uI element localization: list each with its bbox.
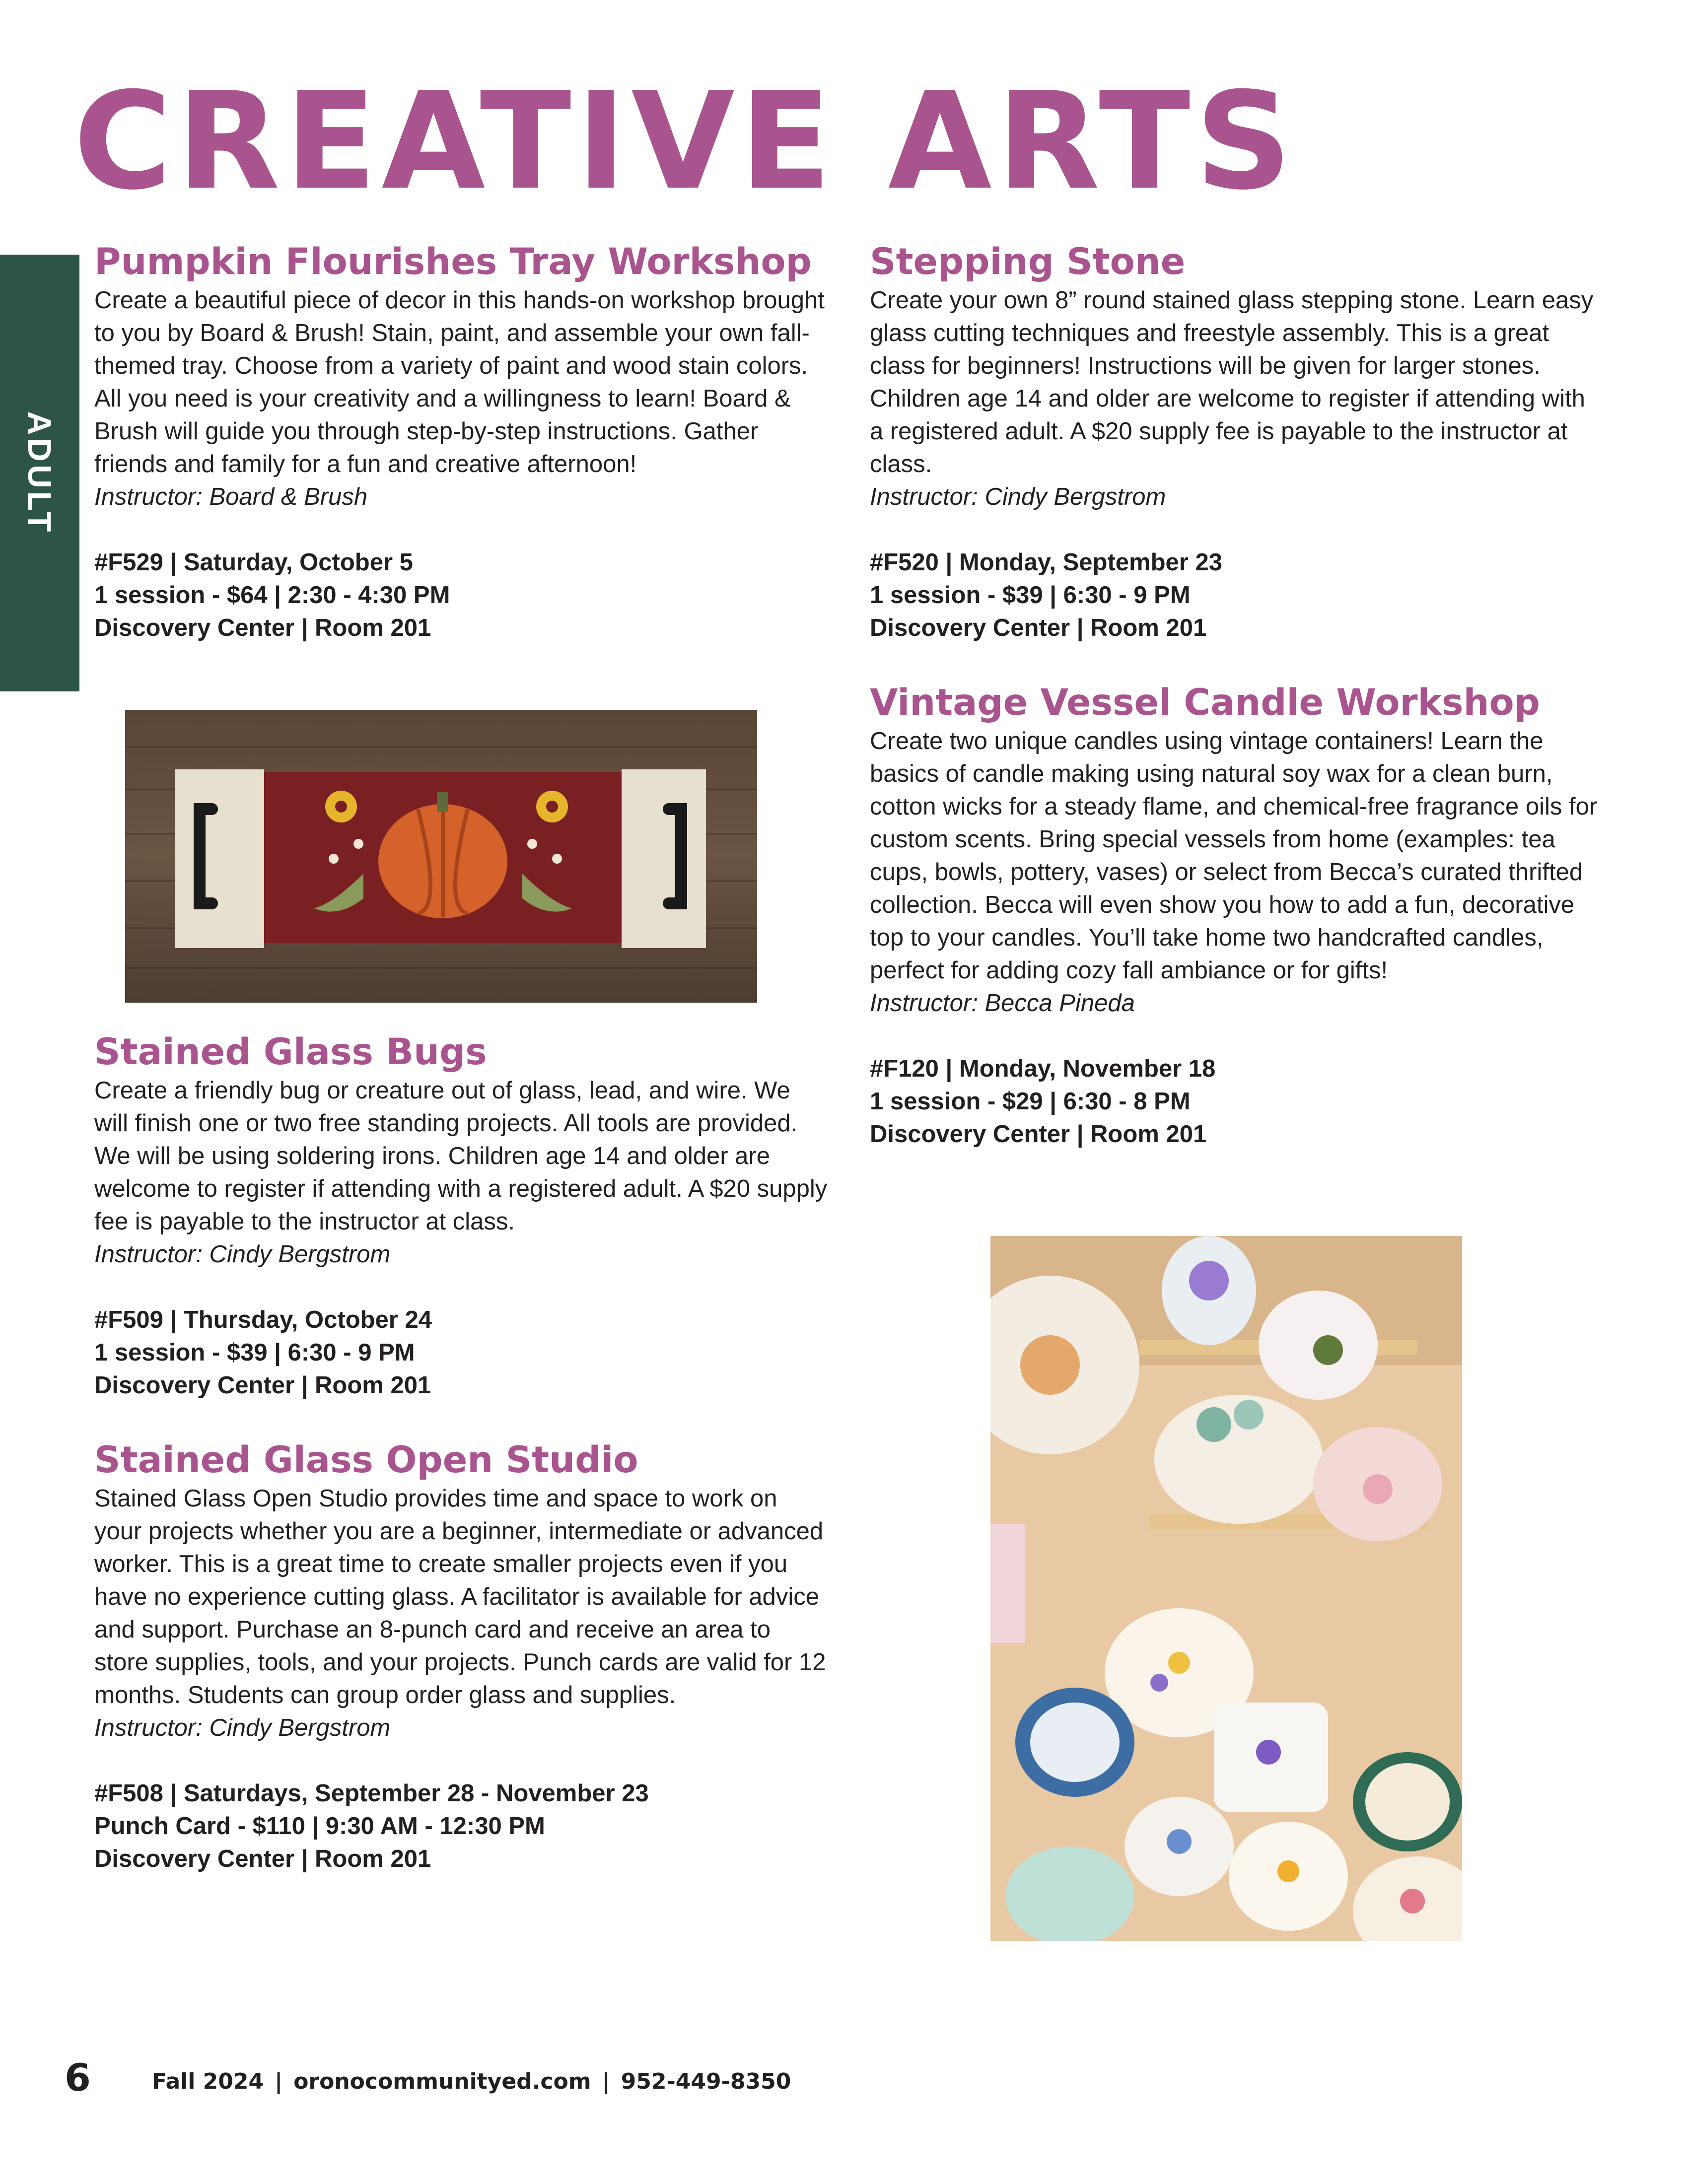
course-meta bbox=[870, 1052, 1605, 1151]
course-location: Discovery Center | Room 201 bbox=[94, 614, 431, 641]
course-session-price: 1 session - $39 | 6:30 - 9 PM bbox=[94, 1339, 415, 1366]
course-description: Create a friendly bug or creature out of glass, lead, and wire. We will finish one or two free standing projects. All tools are provided. We will be using soldering irons. Children age 14 and older are welcome to register if attending with a registered adult. A $20 supply fee is payable to the instructor at class. bbox=[94, 1077, 828, 1235]
footer-separator: | bbox=[275, 2069, 283, 2094]
course-stepping-stone bbox=[870, 242, 1605, 644]
course-description: Create your own 8” round stained glass stepping stone. Learn easy glass cutting techniques and freestyle assembly. This is a great class for beginners! Instructions will be given for larger stones. Children age 14 and older are welcome to register if attending with a registered adult. A $20 supply fee is payable to the instructor at class. bbox=[870, 287, 1594, 478]
course-code-date: #F520 | Monday, September 23 bbox=[870, 549, 1222, 576]
footer-phone[interactable]: 952-449-8350 bbox=[621, 2069, 791, 2094]
page-title: CREATIVE ARTS bbox=[73, 63, 1297, 219]
left-column bbox=[94, 242, 829, 644]
course-description: Create a beautiful piece of decor in this hands-on workshop brought to you by Board & Brush! Stain, paint, and assemble your own fall-themed tray. Choose from a variety of paint and wood stain colors. All you need is your creativity and a willingness to learn! Board & Brush will guide you through step-by-step instructions. Gather friends and family for a fun and creative afternoon! bbox=[94, 287, 825, 478]
course-code-date: #F508 | Saturdays, September 28 - November 23 bbox=[94, 1780, 649, 1807]
course-location: Discovery Center | Room 201 bbox=[870, 1121, 1207, 1148]
pumpkin-tray-photo bbox=[125, 710, 757, 1003]
course-description: Create two unique candles using vintage containers! Learn the basics of candle making using natural soy wax for a clean burn, cotton wicks for a steady flame, and chemical-free fragrance oils for custom scents. Bring special vessels from home (examples: tea cups, bowls, pottery, vases) or select from Becca’s curated thrifted collection. Becca will even show you how to add a fun, decorative top to your candles. You’ll take home two handcrafted candles, perfect for adding cozy fall ambiance or for gifts! bbox=[870, 728, 1598, 984]
course-instructor: Instructor: Becca Pineda bbox=[870, 990, 1135, 1017]
course-title: Vintage Vessel Candle Workshop bbox=[870, 682, 1540, 724]
course-stained-glass-open-studio bbox=[94, 1440, 829, 1875]
course-stained-glass-bugs bbox=[94, 1032, 829, 1402]
candle-workshop-photo bbox=[990, 1236, 1462, 1941]
course-meta bbox=[94, 1303, 829, 1402]
footer-info bbox=[152, 2071, 791, 2093]
course-instructor: Instructor: Board & Brush bbox=[94, 483, 368, 510]
course-code-date: #F509 | Thursday, October 24 bbox=[94, 1306, 432, 1333]
course-location: Discovery Center | Room 201 bbox=[870, 614, 1207, 641]
course-instructor: Instructor: Cindy Bergstrom bbox=[94, 1241, 391, 1268]
course-title: Pumpkin Flourishes Tray Workshop bbox=[94, 241, 812, 283]
course-pumpkin-tray bbox=[94, 242, 829, 644]
footer-season: Fall 2024 bbox=[152, 2069, 264, 2094]
course-meta bbox=[94, 546, 829, 644]
course-description: Stained Glass Open Studio provides time and space to work on your projects whether you are a beginner, intermediate or advanced worker. This is a great time to create smaller projects even if you have no experience cutting glass. A facilitator is available for advice and support. Purchase an 8-punch card and receive an area to store supplies, tools, and your projects. Punch cards are valid for 12 months. Students can group order glass and supplies. bbox=[94, 1485, 826, 1708]
course-instructor: Instructor: Cindy Bergstrom bbox=[94, 1714, 391, 1741]
left-column-lower bbox=[94, 1032, 829, 1914]
course-meta bbox=[94, 1777, 829, 1875]
course-title: Stepping Stone bbox=[870, 241, 1186, 283]
course-code-date: #F120 | Monday, November 18 bbox=[870, 1055, 1216, 1082]
footer-website-link[interactable]: oronocommunityed.com bbox=[293, 2069, 591, 2094]
course-title: Stained Glass Bugs bbox=[94, 1031, 487, 1073]
course-location: Discovery Center | Room 201 bbox=[94, 1372, 431, 1399]
right-column bbox=[870, 242, 1605, 1189]
course-session-price: 1 session - $64 | 2:30 - 4:30 PM bbox=[94, 582, 450, 609]
course-vintage-vessel-candle bbox=[870, 683, 1605, 1151]
section-side-tab bbox=[0, 255, 79, 691]
course-title: Stained Glass Open Studio bbox=[94, 1439, 638, 1481]
course-session-price: 1 session - $39 | 6:30 - 9 PM bbox=[870, 582, 1191, 609]
course-location: Discovery Center | Room 201 bbox=[94, 1845, 431, 1872]
course-instructor: Instructor: Cindy Bergstrom bbox=[870, 483, 1166, 510]
course-code-date: #F529 | Saturday, October 5 bbox=[94, 549, 413, 576]
page-number: 6 bbox=[65, 2055, 91, 2100]
course-session-price: Punch Card - $110 | 9:30 AM - 12:30 PM bbox=[94, 1813, 545, 1840]
side-tab-label: ADULT bbox=[21, 411, 58, 535]
footer-separator: | bbox=[602, 2069, 610, 2094]
course-meta bbox=[870, 546, 1605, 644]
course-session-price: 1 session - $29 | 6:30 - 8 PM bbox=[870, 1088, 1191, 1115]
